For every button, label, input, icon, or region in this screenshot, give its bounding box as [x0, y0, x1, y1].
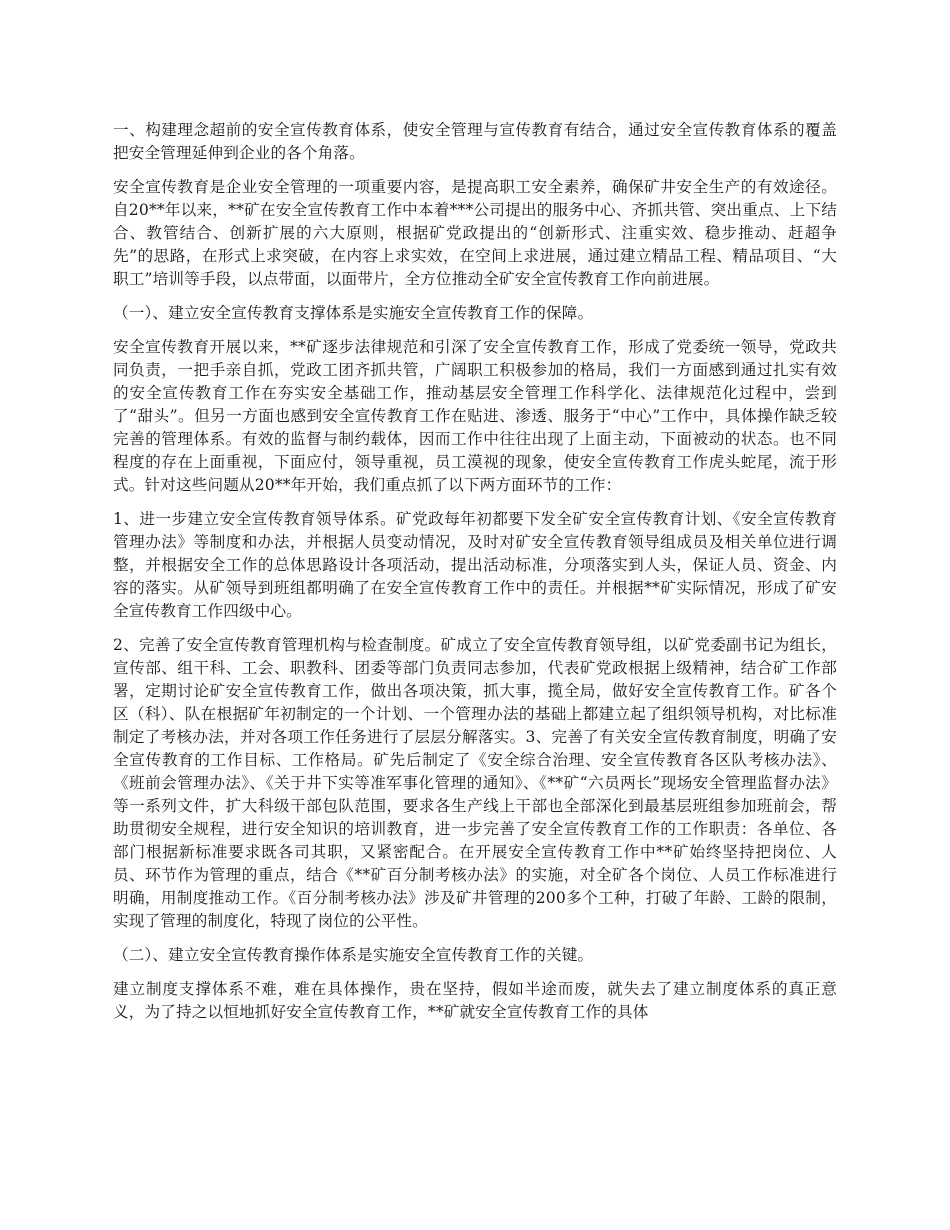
subsection-heading-one: （一）、建立安全宣传教育支撑体系是实施安全宣传教育工作的保障。	[113, 304, 594, 322]
item-paragraph-2: 2、完善了安全宣传教育管理机构与检查制度。矿成立了安全宣传教育领导组，以矿党委副书记为组长，宣传部、组干科、工会、职教科、团委等部门负责同志参加，代表矿党政根据上级精神，结合矿工作部署，定期讨论矿安全宣传教育工作，做出各项决策，抓大事，揽全局，做好安全宣传教育工作。矿各个区（科）、队在根据矿年初制定的一个计划、一个管理办法的基础上都建立起了组织领导机构，对比标准制定了考核办法，并对各项工作任务进行了层层分解落实。3、完善了有关安全宣传教育制度，明确了安全宣传教育的工作目标、工作格局。矿先后制定了《安全综合治理、安全宣传教育各区队考核办法》、《班前会管理办法》、《关于井下实等准军事化管理的通知》、《**矿“六员两长”现场安全管理监督办法》等一系列文件，扩大科级干部包队范围，要求各生产线上干部也全部深化到最基层班组参加班前会，帮助贯彻安全规程，进行安全知识的培训教育，进一步完善了安全宣传教育工作的工作职责：各单位、各部门根据新标准要求既各司其职，又紧密配合。在开展安全宣传教育工作中**矿始终坚持把岗位、人员、环节作为管理的重点，结合《**矿百分制考核办法》的实施，对全矿各个岗位、人员工作标准进行明确，用制度推动工作。《百分制考核办法》涉及矿井管理的200多个工种，打破了年龄、工龄的限制，实现了管理的制度化，特现了岗位的公平性。	[113, 636, 837, 930]
item-paragraph-1: 1、进一步建立安全宣传教育领导体系。矿党政每年初都要下发全矿安全宣传教育计划、《安全宣传教育管理办法》等制度和办法，并根据人员变动情况，及时对矿安全宣传教育领导组成员及相关单位进行调整，并根据安全工作的总体思路设计各项活动，提出活动标准，分项落实到人头，保证人员、资金、内容的落实。从矿领导到班组都明确了在安全宣传教育工作中的责任。并根据**矿实际情况，形成了矿安全宣传教育工作四级中心。	[113, 510, 837, 620]
intro-paragraph: 安全宣传教育是企业安全管理的一项重要内容，是提高职工安全素养，确保矿井安全生产的有效途径。自20**年以来，**矿在安全宣传教育工作中本着***公司提出的服务中心、齐抓共管、突出重点、上下结合、教管结合、创新扩展的六大原则，根据矿党政提出的“创新形式、注重实效、稳步推动、赶超争先”的思路，在形式上求突破，在内容上求实效，在空间上求进展，通过建立精品工程、精品项目、“大职工”培训等手段，以点带面，以面带片，全方位推动全矿安全宣传教育工作向前进展。	[113, 178, 837, 288]
document-body	[113, 119, 837, 1035]
section-heading-one: 一、构建理念超前的安全宣传教育体系，使安全管理与宣传教育有结合，通过安全宣传教育体系的覆盖把安全管理延伸到企业的各个角落。	[113, 121, 837, 162]
subsection-heading-two: （二）、建立安全宣传教育操作体系是实施安全宣传教育工作的关键。	[113, 946, 594, 964]
body-paragraph: 建立制度支撑体系不难，难在具体操作，贵在坚持，假如半途而废，就失去了建立制度体系的真正意义，为了持之以恒地抓好安全宣传教育工作，**矿就安全宣传教育工作的具体	[113, 980, 837, 1021]
body-paragraph: 安全宣传教育开展以来，**矿逐步法律规范和引深了安全宣传教育工作，形成了党委统一领导，党政共同负责，一把手亲自抓，党政工团齐抓共管，广阔职工积极参加的格局，我们一方面感到通过扎实有效的安全宣传教育工作在夯实安全基础工作，推动基层安全管理工作科学化、法律规范化过程中，尝到了“甜头”。但另一方面也感到安全宣传教育工作在贴进、渗透、服务于“中心”工作中，具体操作缺乏较完善的管理体系。有效的监督与制约载体，因而工作中往往出现了上面主动，下面被动的状态。也不同程度的存在上面重视，下面应付，领导重视，员工漠视的现象，使安全宣传教育工作虎头蛇尾，流于形式。针对这些问题从20**年开始，我们重点抓了以下两方面环节的工作：	[113, 338, 837, 494]
